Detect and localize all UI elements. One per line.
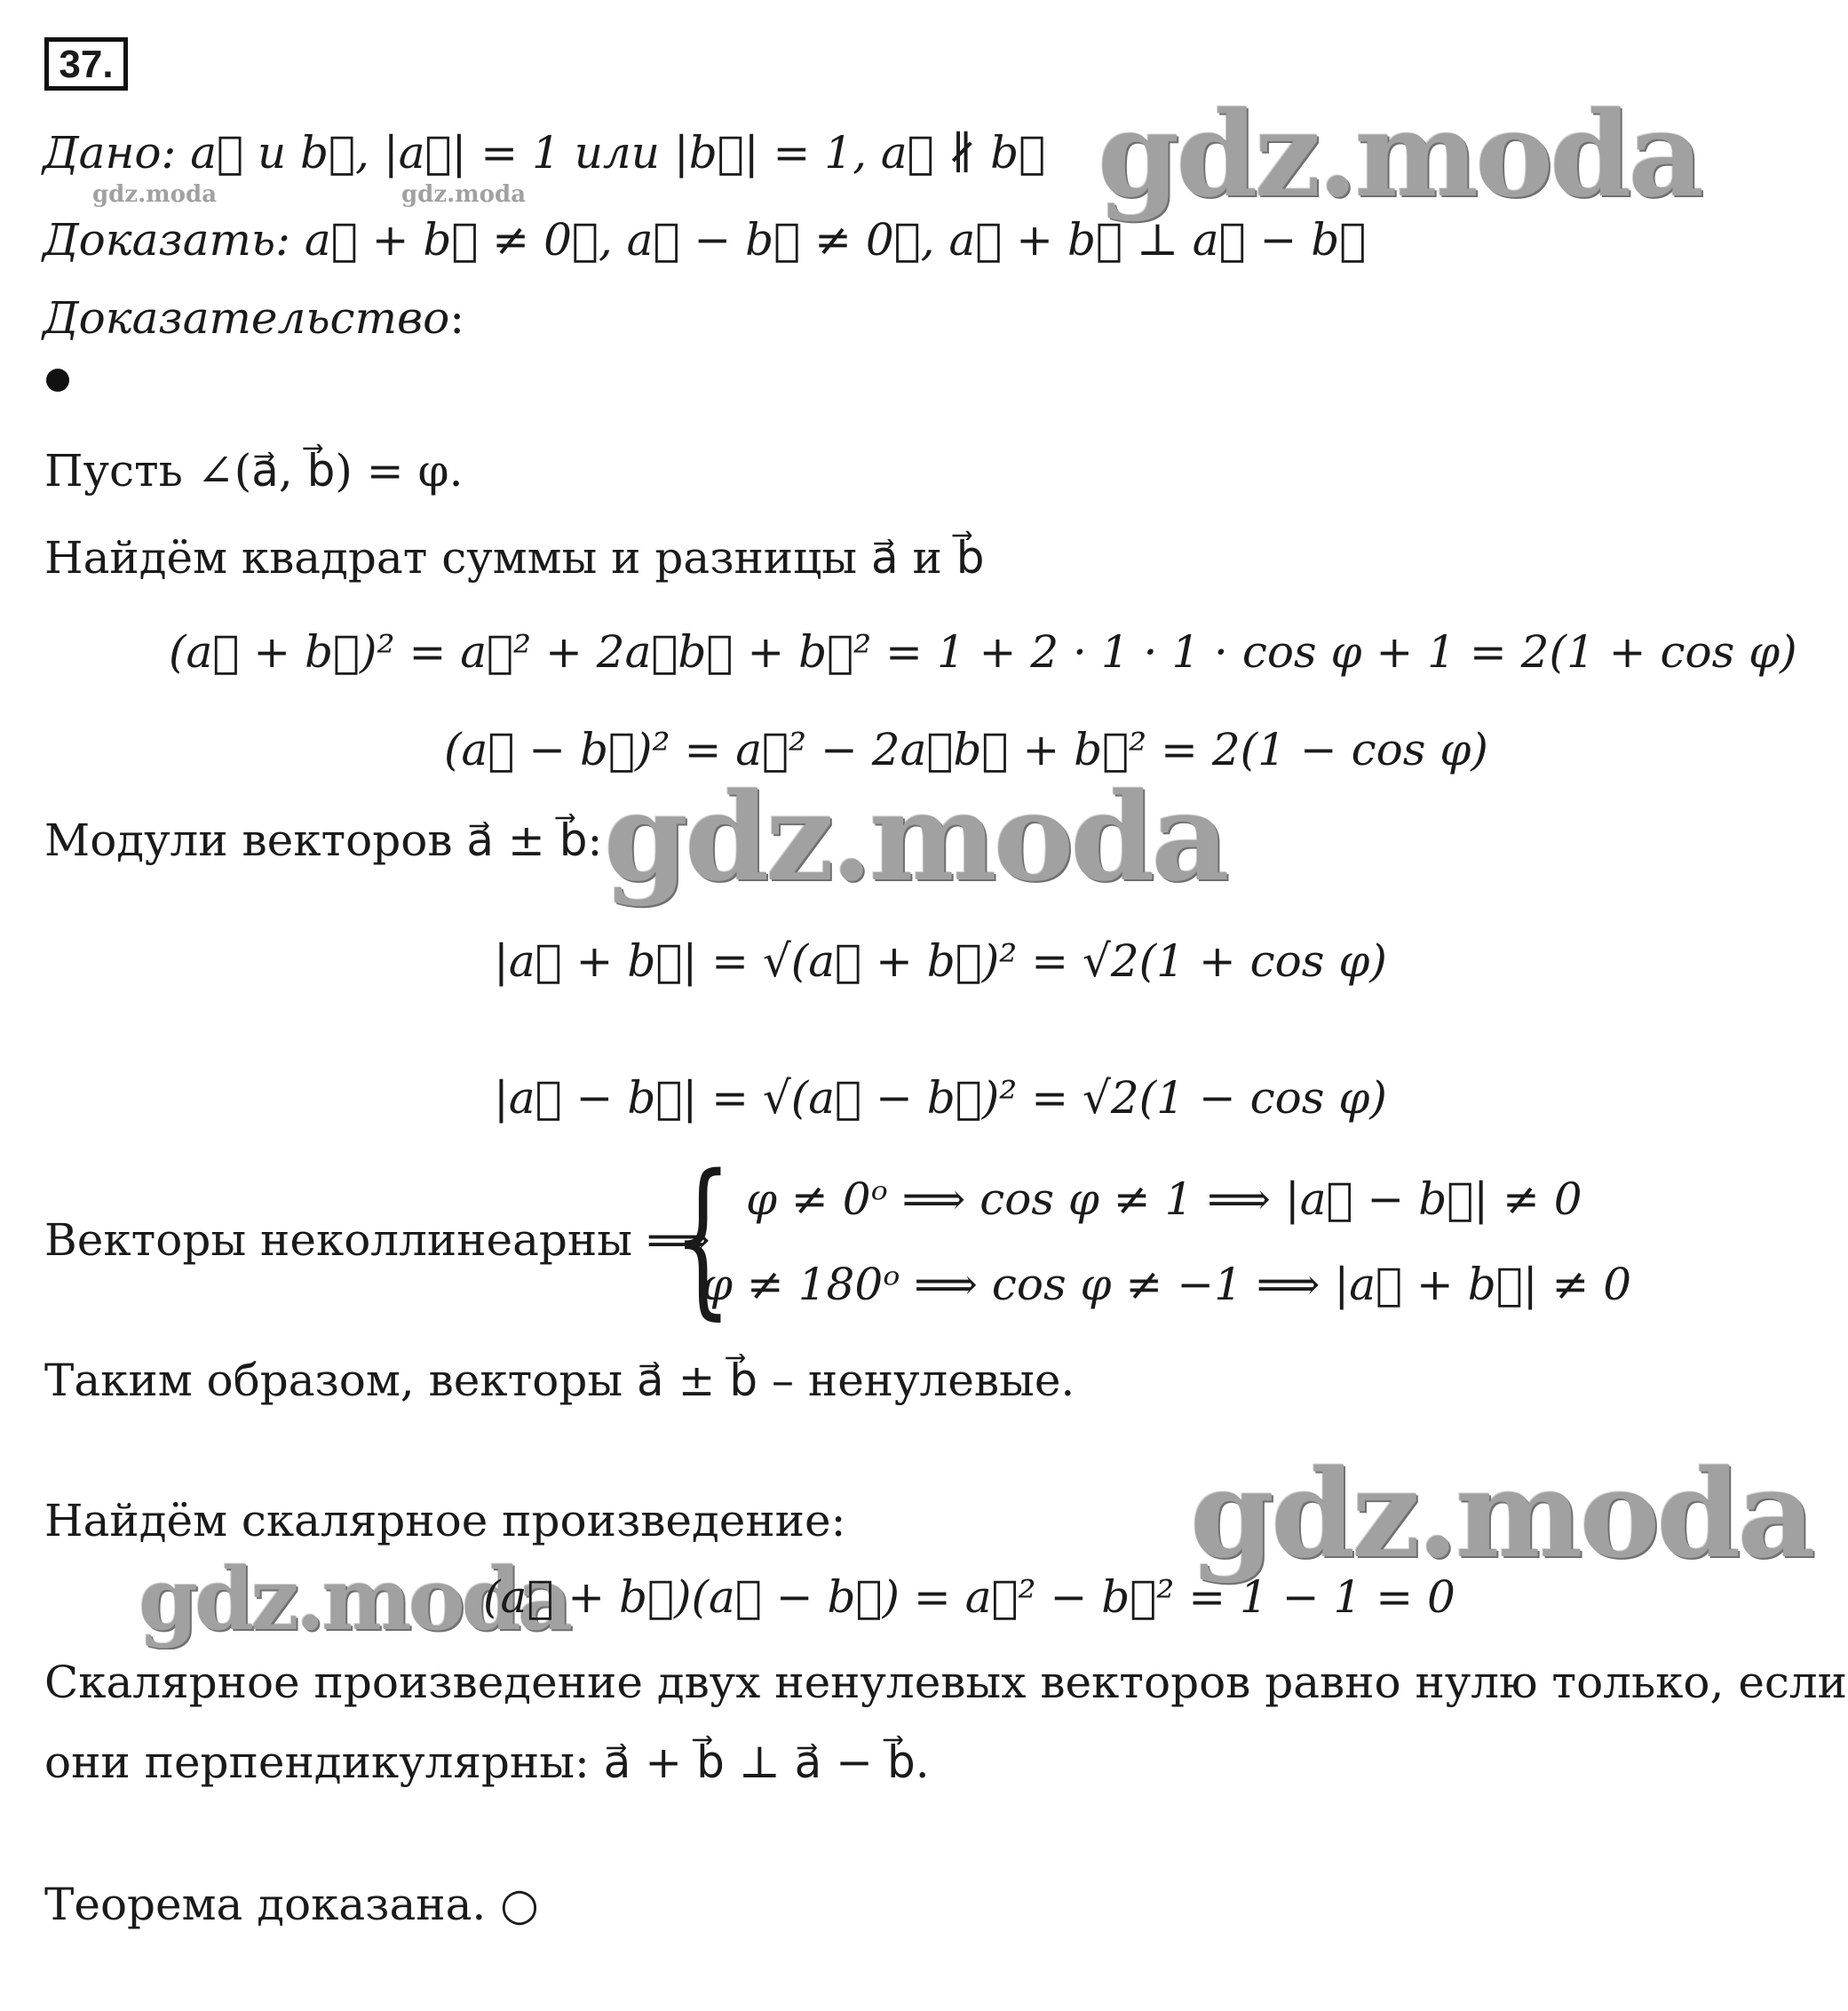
watermark: gdz.moda <box>604 767 1226 909</box>
moduli-line: Модули векторов a⃗ ± b⃗: <box>44 815 603 866</box>
watermark-small: gdz.moda <box>401 181 527 208</box>
watermark: gdz.moda <box>139 1549 570 1649</box>
equation-diff-square: (a⃗ − b⃗)² = a⃗² − 2a⃗b⃗ + b⃗² = 2(1 − cos φ) <box>444 724 1488 775</box>
proof-heading <box>43 290 464 346</box>
case-phi-180: φ ≠ 180ᵒ ⟹ cos φ ≠ −1 ⟹ |a⃗ + b⃗| ≠ 0 <box>702 1259 1632 1310</box>
watermark-small: gdz.moda <box>92 181 218 208</box>
bullet-marker <box>46 369 69 392</box>
proof-label: Доказательство <box>43 292 450 344</box>
let-angle-line: Пусть ∠(a⃗, b⃗) = φ. <box>44 445 464 497</box>
case-phi-zero: φ ≠ 0ᵒ ⟹ cos φ ≠ 1 ⟹ |a⃗ − b⃗| ≠ 0 <box>746 1173 1582 1225</box>
equation-modulus-diff: |a⃗ − b⃗| = √(a⃗ − b⃗)² = √2(1 − cos φ) <box>494 1072 1387 1124</box>
proof-colon: : <box>449 292 465 344</box>
equation-sum-square: (a⃗ + b⃗)² = a⃗² + 2a⃗b⃗ + b⃗² = 1 + 2 · 1 · 1 · cos φ + 1 = 2(1 + cos φ) <box>169 626 1797 678</box>
prove-text: : a⃗ + b⃗ ≠ 0⃗, a⃗ − b⃗ ≠ 0⃗, a⃗ + b⃗ ⊥ a⃗ − b⃗ <box>275 214 1367 266</box>
watermark: gdz.moda <box>1098 86 1701 224</box>
conclusion-line-2: они перпендикулярны: a⃗ + b⃗ ⊥ a⃗ − b⃗. <box>44 1737 930 1788</box>
given-label: Дано <box>43 127 162 179</box>
system-brace: { <box>673 1139 733 1335</box>
watermark: gdz.moda <box>1190 1443 1812 1586</box>
conclusion-line-1: Скалярное произведение двух ненулевых векторов равно нулю только, если <box>44 1657 1848 1708</box>
given-text: : a⃗ и b⃗, |a⃗| = 1 или |b⃗| = 1, a⃗ ∦ b⃗ <box>161 127 1046 179</box>
noncollinear-line: Векторы неколлинеарны ⟹ <box>44 1214 710 1266</box>
thus-nonzero-line: Таким образом, векторы a⃗ ± b⃗ – ненулевые. <box>44 1355 1075 1406</box>
find-squares-line: Найдём квадрат суммы и разницы a⃗ и b⃗ <box>44 532 985 584</box>
problem-number: 37. <box>44 37 128 91</box>
qed-line: Теорема доказана. ○ <box>44 1879 539 1930</box>
equation-modulus-sum: |a⃗ + b⃗| = √(a⃗ + b⃗)² = √2(1 + cos φ) <box>494 935 1387 987</box>
prove-line <box>43 211 1366 268</box>
given-line <box>43 124 1045 181</box>
find-scalar-line: Найдём скалярное произведение: <box>44 1495 846 1546</box>
equation-scalar-product: (a⃗ + b⃗)(a⃗ − b⃗) = a⃗² − b⃗² = 1 − 1 = 0 <box>483 1571 1455 1623</box>
prove-label: Доказать <box>43 214 276 266</box>
